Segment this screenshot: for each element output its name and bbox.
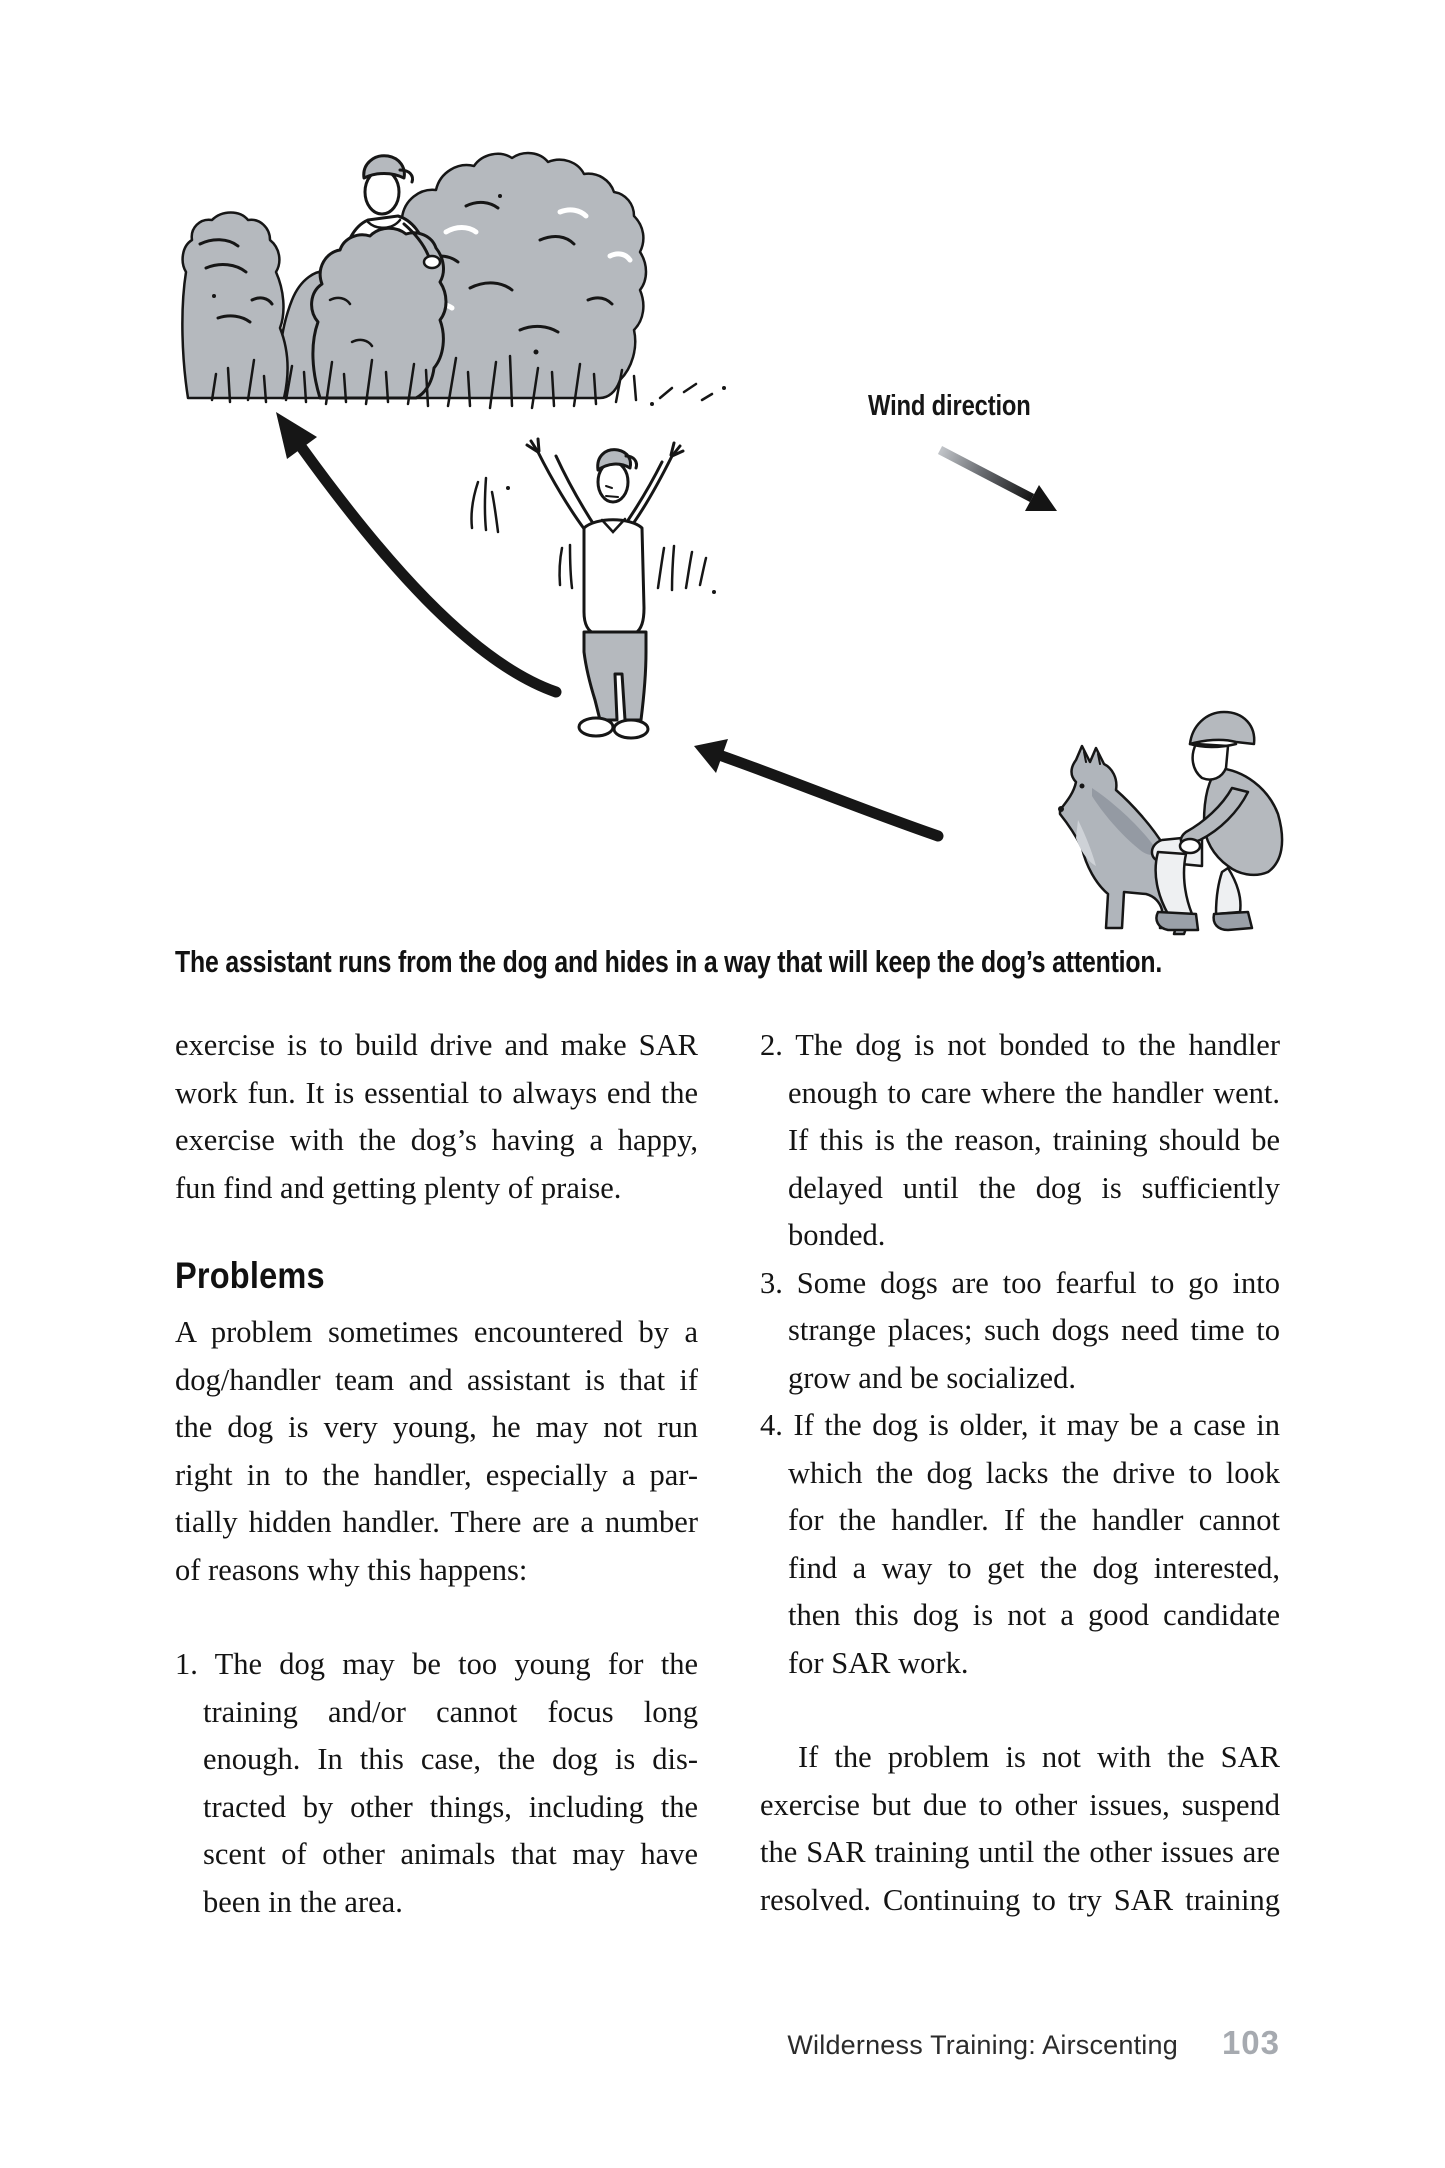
handler-figure [1152, 712, 1282, 930]
text-line: resolved. Continuing to try SAR training [760, 1882, 1280, 1917]
text-line: for the handler. If the handler cannot [788, 1503, 1280, 1537]
body-right-column [760, 1022, 1280, 1924]
text-line: exercise is to build drive and make SAR [175, 1028, 698, 1062]
text-line: dog/handler team and assistant is that if [175, 1362, 698, 1397]
text-line: 3. Some dogs are too fearful to go into [760, 1265, 1280, 1300]
body-left-column [175, 1022, 698, 1926]
text-line: exercise but due to other issues, suspend [760, 1787, 1280, 1822]
text-line: enough to care where the handler went. [788, 1075, 1280, 1110]
text-line: right in to the handler, especially a par- [175, 1457, 698, 1492]
text-line: grow and be socialized. [788, 1360, 1076, 1395]
text-line: exercise with the dog’s having a happy, [175, 1123, 698, 1157]
footer-page-number: 103 [1221, 2024, 1280, 2061]
text-line: fun find and getting plenty of praise. [175, 1170, 622, 1205]
list-item-1 [175, 1641, 698, 1926]
paragraph-continued [175, 1022, 698, 1212]
text-line: 2. The dog is not bonded to the handler [760, 1028, 1280, 1062]
problems-heading: Problems [175, 1255, 325, 1296]
text-line: strange places; such dogs need time to [788, 1313, 1280, 1347]
text-line: which the dog lacks the drive to look [788, 1455, 1280, 1490]
text-line: A problem sometimes encountered by a [175, 1315, 698, 1349]
left-rock [182, 213, 287, 399]
figure-caption: The assistant runs from the dog and hides in a way that will keep the dog’s attention. [175, 944, 1163, 979]
text-line: for SAR work. [788, 1645, 969, 1680]
text-line: training and/or cannot focus long [203, 1694, 698, 1729]
arrow-to-hiding-spot [276, 412, 556, 692]
text-line: scent of other animals that may have [203, 1837, 698, 1871]
text-line: been in the area. [203, 1884, 403, 1919]
paragraph-problems-intro [175, 1309, 698, 1594]
training-diagram-illustration [0, 0, 1445, 950]
standing-assistant-figure [471, 439, 716, 738]
page-footer [787, 2024, 1280, 2062]
text-line: bonded. [788, 1218, 886, 1252]
text-line: If the problem is not with the SAR [798, 1740, 1280, 1774]
text-line: tially hidden handler. There are a number [175, 1505, 698, 1539]
text-line: tracted by other things, including the [203, 1789, 698, 1824]
text-line: find a way to get the dog interested, [788, 1550, 1280, 1585]
text-line: work fun. It is essential to always end the [175, 1075, 698, 1110]
paragraph-closing [760, 1734, 1280, 1924]
text-line: 1. The dog may be too young for the [175, 1647, 698, 1681]
text-line: 4. If the dog is older, it may be a case in [760, 1408, 1280, 1442]
wind-direction-label: Wind direction [868, 390, 1031, 422]
text-line: delayed until the dog is sufficiently [788, 1170, 1280, 1205]
text-line: then this dog is not a good candidate [788, 1598, 1280, 1632]
text-line: of reasons why this happens: [175, 1552, 528, 1587]
text-line: the SAR training until the other issues are [760, 1835, 1280, 1869]
text-line: the dog is very young, he may not run [175, 1410, 698, 1444]
text-line: enough. In this case, the dog is dis- [203, 1742, 698, 1776]
text-line: If this is the reason, training should be [788, 1123, 1280, 1157]
wind-direction-arrow [940, 450, 1057, 511]
list-item-2 [760, 1022, 1280, 1260]
list-item-3 [760, 1260, 1280, 1403]
list-item-4 [760, 1402, 1280, 1687]
footer-section-title: Wilderness Training: Airscenting [787, 2030, 1178, 2060]
arrow-to-assistant [694, 739, 938, 836]
